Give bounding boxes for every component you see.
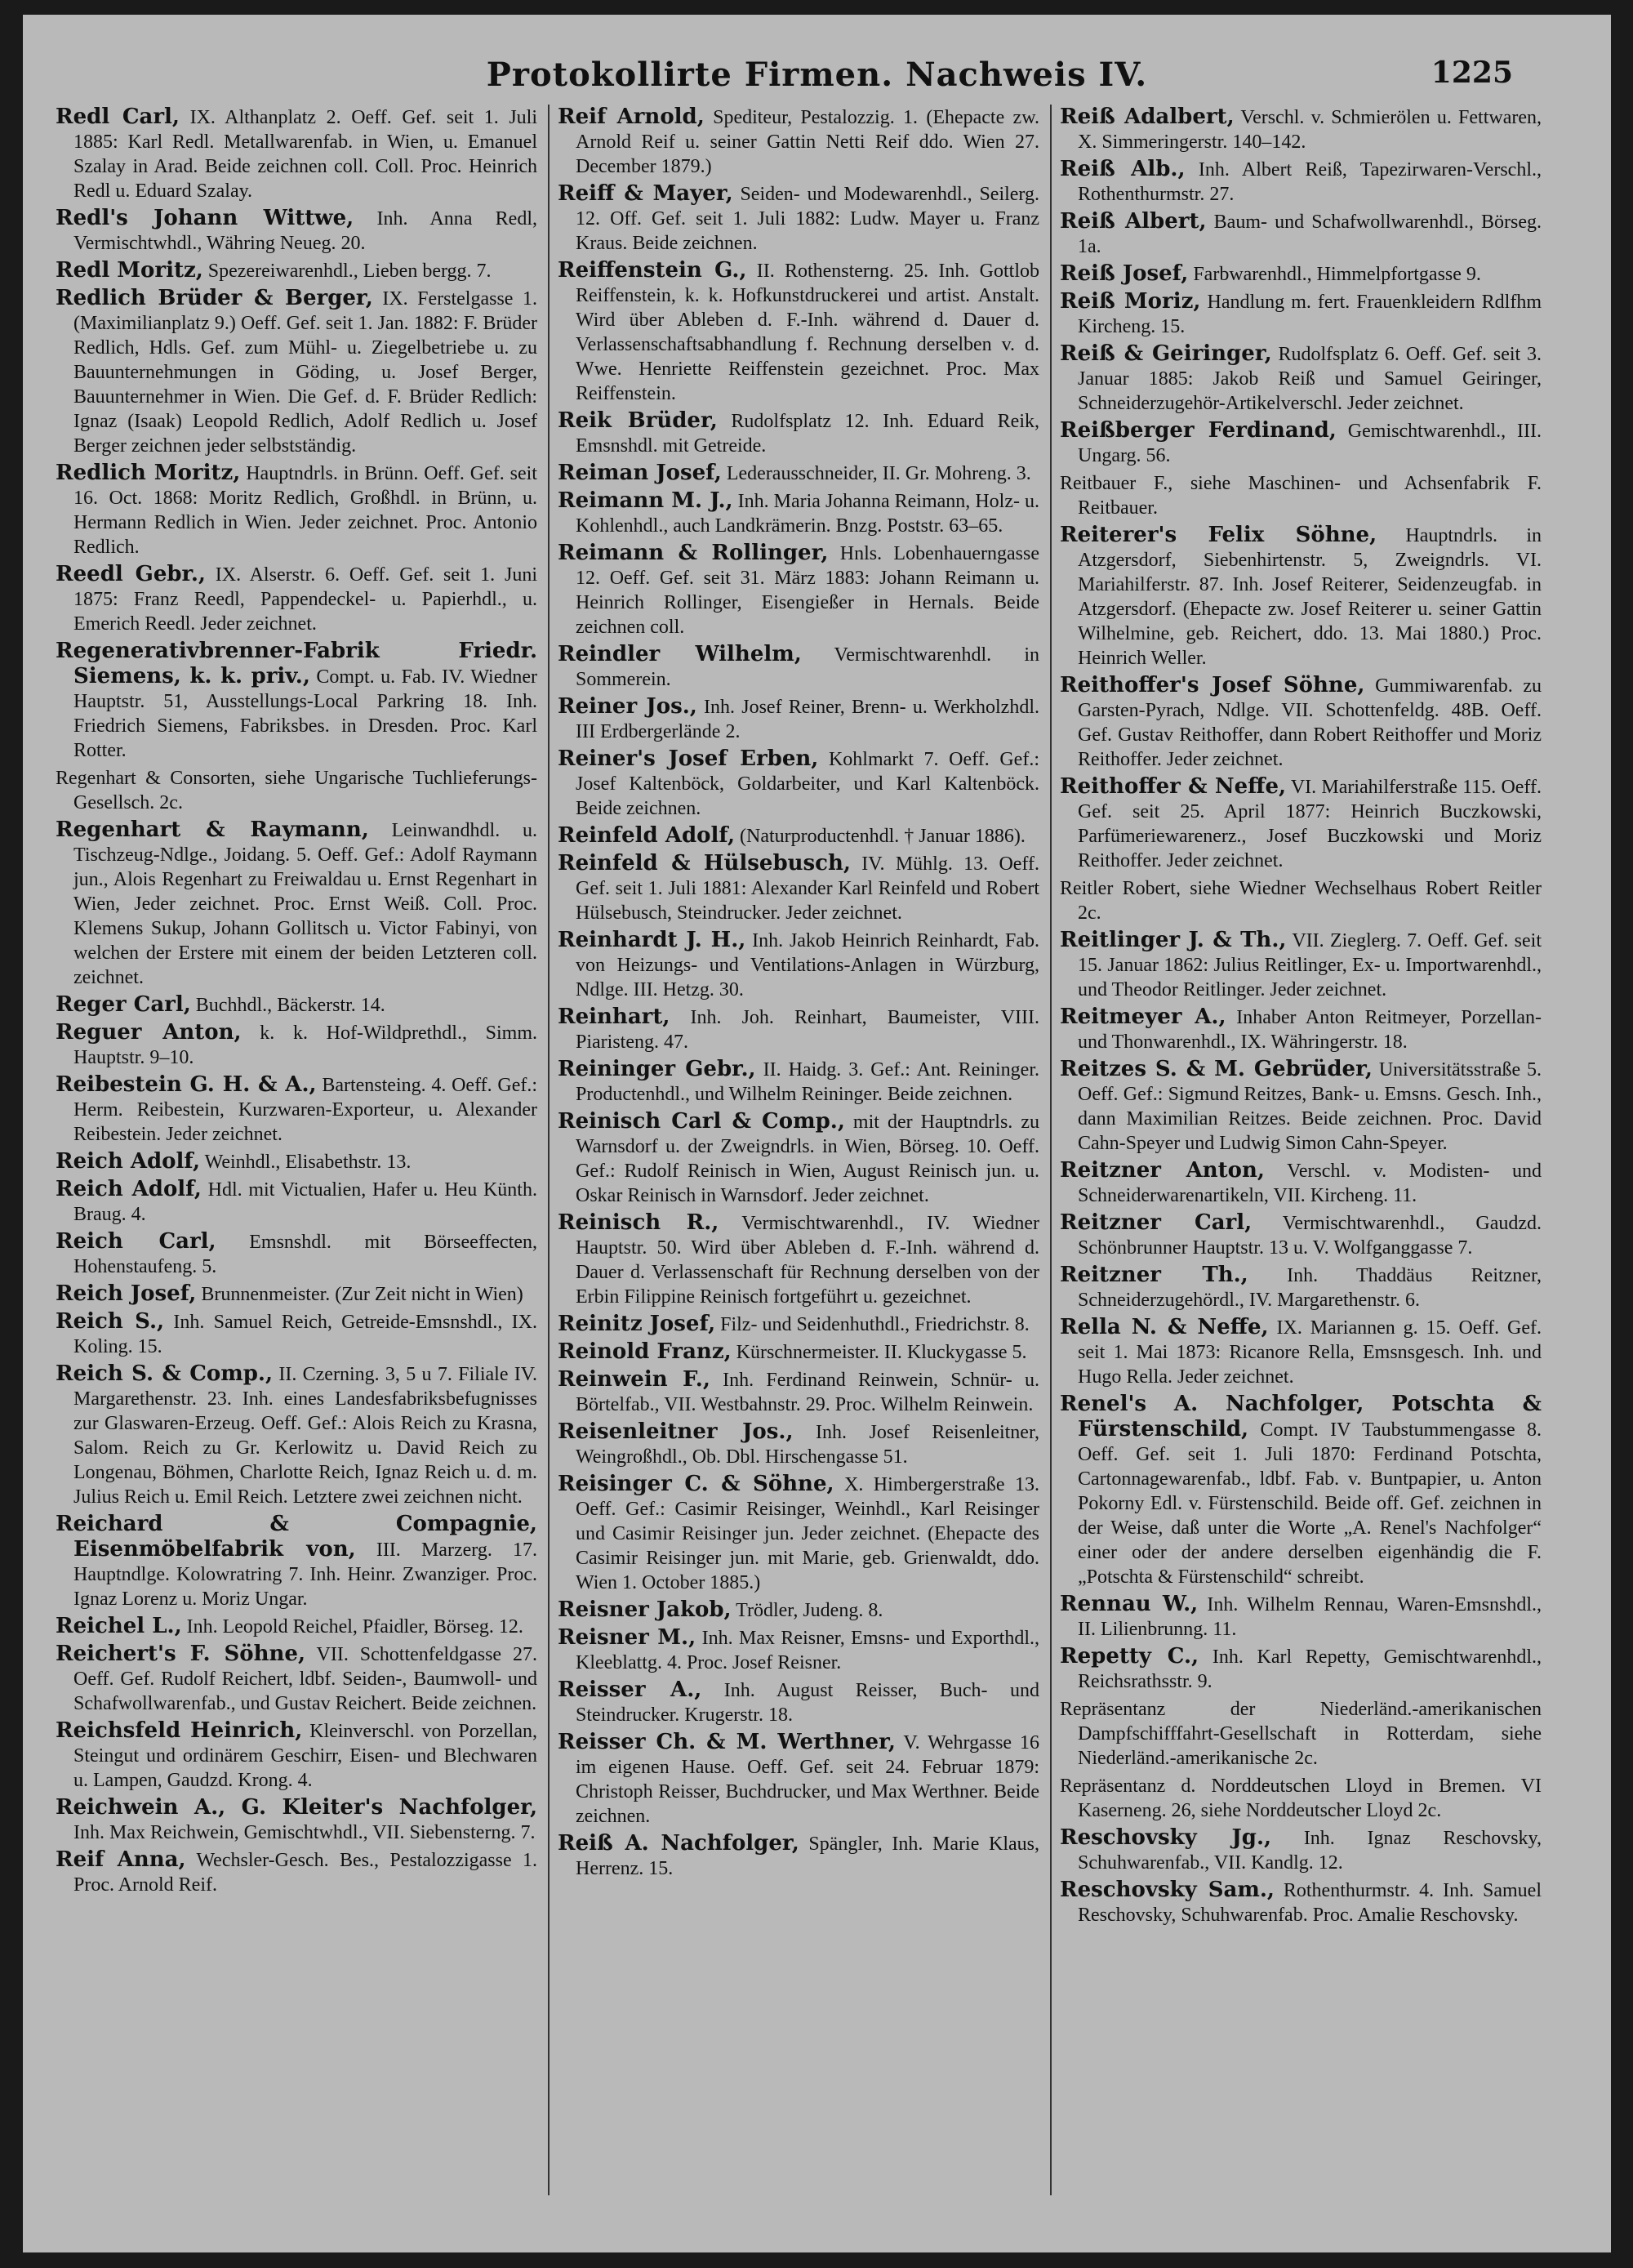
firm-name: Reisinger C. & Söhne, [558, 1472, 834, 1496]
firm-name: Reisenleitner Jos., [558, 1419, 794, 1444]
firm-name: Reithoffer's Josef Söhne, [1060, 673, 1365, 697]
directory-entry [56, 1847, 537, 1897]
directory-entry [1060, 105, 1542, 154]
firm-details: Inh. Ferdinand Reinwein, Schnür- u. Börtelfab., VII. Westbahnstr. 29. Proc. Wilhelm Reinwein. [576, 1370, 1039, 1415]
firm-details: Gemischtwarenhdl., III. Ungarg. 56. [1078, 421, 1542, 466]
firm-name: Reibestein G. H. & A., [56, 1072, 317, 1097]
directory-entry [1060, 418, 1542, 468]
firm-details: Compt. u. Fab. IV. Wiedner Hauptstr. 51, Ausstellungs-Local Parkring 18. Inh. Friedrich Siemens, Fabriksbes. in Dresden. Proc. Karl Rotter. [73, 666, 537, 761]
directory-entry [558, 851, 1039, 925]
firm-details: Spediteur, Pestalozzig. 1. (Ehepacte zw. Arnold Reif u. seiner Gattin Netti Reif ddo. Wien 27. December 1879.) [576, 107, 1039, 177]
firm-name: Redl Carl, [56, 105, 180, 129]
firm-name: Reiterer's Felix Söhne, [1060, 523, 1377, 547]
firm-details: Inh. Thaddäus Reitzner, Schneiderzugehördl., IV. Margarethenstr. 6. [1078, 1265, 1542, 1311]
firm-details: Wechsler-Gesch. Bes., Pestalozzigasse 1. Proc. Arnold Reif. [73, 1850, 538, 1896]
firm-name: Reiff & Mayer, [558, 181, 733, 206]
directory-entry [56, 1718, 537, 1793]
firm-name: Reichert's F. Söhne, [56, 1642, 306, 1666]
firm-name: Regenhart & Raymann, [56, 818, 369, 842]
firm-details: Lederausschneider, II. Gr. Mohreng. 3. [721, 463, 1031, 484]
directory-entry [56, 1149, 537, 1174]
directory-entry [56, 206, 537, 256]
directory-entry [56, 765, 537, 815]
firm-name: Rennau W., [1060, 1592, 1199, 1616]
firm-details: Hauptndrls. in Brünn. Oeff. Gef. seit 16. Oct. 1868: Moritz Redlich, Großhdl. in Brünn, u. Hermann Redlich in Wien. Jeder zeichnet. Proc. Antonio Redlich. [73, 463, 537, 558]
firm-name: Reschovsky Jg., [1060, 1825, 1272, 1850]
firm-name: Reiffenstein G., [558, 258, 747, 283]
directory-entry [558, 541, 1039, 639]
firm-details: Universitätsstraße 5. Oeff. Gef.: Sigmund Reitzes, Bank- u. Emsns. Gesch. Inh., dann Maximilian Reitzes. Beide zeichnen. Proc. David Cahn-Speyer und Ludwig Simon Cahn-Speyer. [1078, 1059, 1542, 1154]
firm-details: Hnls. Lobenhauerngasse 12. Oeff. Gef. seit 31. März 1883: Johann Reimann u. Heinrich Rollinger, Eisengießer in Hernals. Beide zeichnen coll. [576, 543, 1039, 638]
directory-entry [558, 1109, 1039, 1208]
firm-name: Reger Carl, [56, 992, 191, 1017]
firm-name: Reiman Josef, [558, 461, 722, 485]
directory-entry [1060, 1825, 1542, 1875]
firm-details: Inh. Joh. Reinhart, Baumeister, VIII. Piaristeng. 47. [576, 1007, 1039, 1053]
directory-entry [56, 1361, 537, 1509]
firm-name: Reich Josef, [56, 1281, 197, 1306]
firm-name: Renel's A. Nachfolger, Potschta & Fürstenschild, [1060, 1392, 1542, 1441]
firm-details: Inh. Jakob Heinrich Reinhardt, Fab. von Heizungs- und Ventilations-Anlagen in Würzburg, Ndlge. III. Hetzg. 30. [576, 930, 1039, 1000]
directory-entry [558, 928, 1039, 1002]
firm-details: Inh. Albert Reiß, Tapezirwaren-Verschl., Rothenthurmstr. 27. [1078, 159, 1542, 205]
firm-details: Inh. Maria Johanna Reimann, Holz- u. Kohlenhdl., auch Landkrämerin. Bnzg. Poststr. 63–65. [576, 491, 1039, 537]
firm-details: IV. Mühlg. 13. Oeff. Gef. seit 1. Juli 1881: Alexander Karl Reinfeld und Robert Hülsebusch, Steindrucker. Jeder zeichnet. [576, 853, 1039, 924]
firm-details: Weinhdl., Elisabethstr. 13. [200, 1152, 412, 1173]
directory-entry [56, 258, 537, 283]
firm-name: Reiß Alb., [1060, 157, 1186, 181]
directory-entry [558, 1210, 1039, 1309]
firm-name: Reiß Moriz, [1060, 289, 1201, 314]
firm-name: Reisner Jakob, [558, 1597, 732, 1622]
directory-entry [1060, 774, 1542, 873]
firm-name: Reinfeld Adolf, [558, 823, 736, 848]
firm-details: IX. Althanplatz 2. Oeff. Gef. seit 1. Juli 1885: Karl Redl. Metallwarenfab. in Wien, u. Emanuel Szalay in Arad. Beide zeichnen coll. Coll. Proc. Heinrich Redl u. Eduard Szalay. [73, 107, 537, 202]
directory-entry [56, 105, 537, 203]
firm-details: Inh. August Reisser, Buch- und Steindrucker. Krugerstr. 18. [576, 1680, 1039, 1726]
firm-details: Reitbauer F., siehe Maschinen- und Achsenfabrik F. Reitbauer. [1060, 473, 1542, 519]
firm-name: Redl's Johann Wittwe, [56, 206, 354, 230]
directory-entry [558, 1831, 1039, 1881]
firm-details: Inh. Samuel Reich, Getreide-Emsnshdl., IX. Koling. 15. [73, 1312, 537, 1357]
firm-name: Reitzner Anton, [1060, 1158, 1265, 1183]
firm-details: Buchhdl., Bäckerstr. 14. [190, 995, 385, 1016]
firm-details: Verschl. v. Schmierölen u. Fettwaren, X. Simmeringerstr. 140–142. [1078, 107, 1542, 153]
directory-entry [558, 1625, 1039, 1675]
directory-entry [558, 1312, 1039, 1337]
firm-name: Reinhardt J. H., [558, 928, 746, 952]
firm-name: Reik Brüder, [558, 408, 718, 433]
firm-name: Reiß Josef, [1060, 261, 1189, 286]
directory-entry [558, 181, 1039, 256]
firm-details: Regenhart & Consorten, siehe Ungarische Tuchlieferungs-Gesellsch. 2c. [56, 768, 537, 813]
firm-details: Inh. Max Reisner, Emsns- und Exporthdl., Kleeblattg. 4. Proc. Josef Reisner. [576, 1628, 1040, 1673]
directory-entry [1060, 876, 1542, 925]
directory-entry [56, 992, 537, 1018]
firm-details: IX. Ferstelgasse 1. (Maximilianplatz 9.) Oeff. Gef. seit 1. Jan. 1882: F. Brüder Redlich, Hdls. Gef. zum Mühl- u. Ziegelbetriebe u. zu Bauunternehmungen in Göding, u. Josef Berger, Bauunternehmer in Wien. Die Gef. d. F. Brüder Redlich: Ignaz (Isaak) Leopold Redlich, Adolf Redlich u. Josef Berger zeichnen jeder selbstständig. [73, 288, 537, 457]
firm-details: Inh. Wilhelm Rennau, Waren-Emsnshdl., II. Lilienbrunng. 11. [1078, 1594, 1542, 1640]
firm-details: VI. Mariahilferstraße 115. Oeff. Gef. seit 25. April 1877: Heinrich Buczkowski, Parfümeriewarenerz., Josef Buczkowski und Moriz Reithoffer. Jeder zeichnet. [1078, 777, 1542, 871]
firm-name: Reichsfeld Heinrich, [56, 1718, 303, 1743]
firm-details: Hdl. mit Victualien, Hafer u. Heu Künth. Braug. 4. [73, 1179, 537, 1225]
directory-entry [558, 461, 1039, 486]
firm-name: Regenerativbrenner-Fabrik Friedr. Siemens, k. k. priv., [56, 639, 537, 688]
firm-name: Reguer Anton, [56, 1020, 242, 1045]
firm-name: Reitlinger J. & Th., [1060, 928, 1287, 952]
firm-name: Redlich Moritz, [56, 461, 241, 485]
firm-details: Farbwarenhdl., Himmelpfortgasse 9. [1188, 264, 1481, 285]
firm-name: Reitzes S. & M. Gebrüder, [1060, 1057, 1373, 1081]
firm-name: Reinhart, [558, 1005, 670, 1029]
directory-entry [558, 258, 1039, 406]
directory-entry [558, 1005, 1039, 1054]
page-title: Protokollirte Firmen. Nachweis IV. [486, 56, 1148, 94]
firm-name: Reich S. & Comp., [56, 1361, 274, 1386]
directory-entry [56, 639, 537, 763]
firm-details: Rudolfsplatz 12. Inh. Eduard Reik, Emsnshdl. mit Getreide. [576, 411, 1039, 457]
directory-entry [1060, 209, 1542, 259]
firm-name: Reimann M. J., [558, 488, 733, 513]
firm-details: Hauptndrls. in Atzgersdorf, Siebenhirtenstr. 5, Zweigndrls. VI. Mariahilferstr. 87. Inh. Josef Reiterer, Seidenzeugfab. in Atzgersdorf. (Ehepacte zw. Josef Reiterer u. seiner Gattin Wilhelmine, geb. Reichert, ddo. 13. Mai 1880.) Proc. Heinrich Weller. [1078, 525, 1542, 669]
column-divider [548, 105, 550, 2195]
column-3 [1060, 105, 1542, 1930]
firm-name: Reinfeld & Hülsebusch, [558, 851, 851, 876]
firm-details: Repräsentanz d. Norddeutschen Lloyd in Bremen. VI Kaserneng. 26, siehe Norddeutscher Lloyd 2c. [1060, 1776, 1542, 1821]
directory-entry [1060, 1696, 1542, 1771]
firm-name: Reinold Franz, [558, 1339, 732, 1364]
directory-entry [1060, 1315, 1542, 1389]
firm-name: Reitzner Carl, [1060, 1210, 1253, 1235]
directory-entry [1060, 1158, 1542, 1208]
firm-details: Reitler Robert, siehe Wiedner Wechselhaus Robert Reitler 2c. [1060, 878, 1542, 924]
directory-entry [1060, 1057, 1542, 1156]
directory-entry [1060, 1878, 1542, 1927]
directory-entry [558, 488, 1039, 538]
directory-page [23, 15, 1611, 2252]
firm-details: Vermischtwarenhdl. in Sommerein. [576, 644, 1039, 690]
directory-entry [56, 461, 537, 559]
firm-name: Repetty C., [1060, 1644, 1199, 1669]
directory-entry [558, 1367, 1039, 1417]
firm-details: II. Czerning. 3, 5 u 7. Filiale IV. Margarethenstr. 23. Inh. eines Landesfabriksbefugnisses zur Glaswaren-Erzeug. Oeff. Gef.: Alois Reich zu Krasna, Salom. Reich zu Gr. Kerlowitz u. David Reich zu Longenau, Böhmen, Charlotte Reich, Ignaz Reich u. d. m. Julius Reich u. Emil Reich. Letztere zwei zeichnen nicht. [73, 1364, 538, 1508]
firm-name: Redl Moritz, [56, 258, 203, 283]
firm-name: Reitmeyer A., [1060, 1005, 1226, 1029]
firm-details: Kürschnermeister. II. Kluckygasse 5. [731, 1342, 1027, 1363]
firm-details: Repräsentanz der Niederländ.-amerikanischen Dampfschifffahrt-Gesellschaft in Rotterdam, siehe Niederländ.-amerikanische 2c. [1060, 1699, 1542, 1769]
firm-details: Compt. IV Taubstummengasse 8. Oeff. Gef. seit 1. Juli 1870: Ferdinand Potschta, Cartonnagewarenfab., ldbf. Fab. v. Buntpapier, u. Anton Pokorny Edl. v. Fürstenschild. Beide off. Gef. zeichnen in der Weise, daß unter die Worte „A. Renel's Nachfolger“ einer oder der andere derselben eigenhändig die F. „Potschta & Fürstenschild“ schreibt. [1078, 1419, 1542, 1588]
directory-entry [558, 1597, 1039, 1623]
firm-name: Reichard & Compagnie, Eisenmöbelfabrik von, [56, 1512, 537, 1562]
directory-entry [1060, 1592, 1542, 1642]
directory-entry [1060, 1392, 1542, 1589]
firm-name: Reisser Ch. & M. Werthner, [558, 1730, 896, 1754]
directory-entry [1060, 470, 1542, 520]
firm-details: Rudolfsplatz 6. Oeff. Gef. seit 3. Januar 1885: Jakob Reiß und Samuel Geiringer, Schneiderzugehör-Artikelverschl. Jeder zeichnet. [1078, 344, 1542, 414]
directory-entry [56, 562, 537, 636]
firm-name: Reinisch Carl & Comp., [558, 1109, 845, 1134]
directory-entry [558, 105, 1039, 179]
firm-name: Reedl Gebr., [56, 562, 206, 586]
firm-details: Kohlmarkt 7. Oeff. Gef.: Josef Kaltenböck, Goldarbeiter, und Karl Kaltenböck. Beide zeichnen. [576, 749, 1039, 819]
column-divider [1050, 105, 1052, 2195]
firm-details: (Naturproductenhdl. † Januar 1886). [735, 826, 1026, 847]
firm-name: Rella N. & Neffe, [1060, 1315, 1269, 1339]
firm-details: Spängler, Inh. Marie Klaus, Herrenz. 15. [576, 1834, 1039, 1879]
directory-entry [558, 642, 1039, 692]
column-1 [56, 105, 537, 1900]
firm-name: Reimann & Rollinger, [558, 541, 829, 565]
firm-details: II. Haidg. 3. Gef.: Ant. Reininger. Productenhdl., und Wilhelm Reininger. Beide zeichnen. [576, 1059, 1039, 1105]
firm-details: V. Wehrgasse 16 im eigenen Hause. Oeff. Gef. seit 24. Februar 1879: Christoph Reisser, Buchdrucker, und Max Werthner. Beide zeichnen. [576, 1732, 1039, 1827]
directory-entry [1060, 523, 1542, 671]
firm-details: Gummiwarenfab. zu Garsten-Pyrach, Ndlge. VII. Schottenfeldg. 48B. Oeff. Gef. Gustav Reithoffer, dann Robert Reithoffer und Moriz Reithoffer. Jeder zeichnet. [1078, 675, 1542, 770]
firm-details: III. Marzerg. 17. Hauptndlge. Kolowratring 7. Inh. Heinr. Zwanziger. Proc. Ignaz Lorenz u. Moriz Ungar. [73, 1539, 537, 1610]
directory-entry [1060, 1644, 1542, 1694]
firm-details: IX. Mariannen g. 15. Oeff. Gef. seit 1. Mai 1873: Ricanore Rella, Emsnsgesch. Inh. und Hugo Rella. Jeder zeichnet. [1078, 1317, 1542, 1388]
firm-details: Kleinverschl. von Porzellan, Steingut und ordinärem Geschirr, Eisen- und Blechwaren u. Lampen, Gaudzd. Krong. 4. [73, 1721, 537, 1791]
firm-details: Inhaber Anton Reitmeyer, Porzellan- und Thonwarenhdl., IX. Währingerstr. 18. [1078, 1007, 1542, 1053]
directory-entry [56, 818, 537, 990]
firm-name: Reich S., [56, 1309, 165, 1334]
firm-name: Reiß Albert, [1060, 209, 1207, 234]
firm-details: Seiden- und Modewarenhdl., Seilerg. 12. Off. Gef. seit 1. Juli 1882: Ludw. Mayer u. Franz Kraus. Beide zeichnen. [576, 184, 1039, 254]
directory-entry [558, 1678, 1039, 1727]
directory-entry [56, 1642, 537, 1716]
firm-details: Rothenthurmstr. 4. Inh. Samuel Reschovsky, Schuhwarenfab. Proc. Amalie Reschovsky. [1078, 1880, 1542, 1926]
firm-details: Inh. Karl Repetty, Gemischtwarenhdl., Reichsrathsstr. 9. [1078, 1646, 1542, 1692]
firm-details: II. Rothensterng. 25. Inh. Gottlob Reiffenstein, k. k. Hofkunstdruckerei und artist. Anstalt. Wird über Ableben d. F.-Inh. während d. Dauer d. Verlassenschaftsabhandlung f. Rechnung derselben v. d. Wwe. Henriette Reiffenstein gezeichnet. Proc. Max Reiffenstein. [576, 261, 1039, 404]
directory-entry [558, 1057, 1039, 1107]
directory-entry [558, 1419, 1039, 1469]
firm-name: Reininger Gebr., [558, 1057, 756, 1081]
firm-name: Reich Adolf, [56, 1149, 201, 1174]
firm-name: Reichwein A., G. Kleiter's Nachfolger, [56, 1795, 537, 1820]
firm-details: k. k. Hof-Wildprethdl., Simm. Hauptstr. 9–10. [73, 1023, 537, 1068]
firm-name: Reitzner Th., [1060, 1263, 1248, 1287]
firm-details: Emsnshdl. mit Börseeffecten, Hohenstaufeng. 5. [73, 1232, 537, 1277]
firm-details: Trödler, Judeng. 8. [731, 1600, 883, 1621]
firm-details: Inh. Max Reichwein, Gemischtwhdl., VII. Siebensterng. 7. [73, 1822, 536, 1843]
firm-details: Vermischtwarenhdl., Gaudzd. Schönbrunner Hauptstr. 13 u. V. Wolfganggasse 7. [1078, 1213, 1542, 1259]
firm-name: Reich Carl, [56, 1229, 216, 1254]
directory-entry [56, 1795, 537, 1845]
firm-name: Redlich Brüder & Berger, [56, 286, 373, 310]
firm-details: IX. Alserstr. 6. Oeff. Gef. seit 1. Juni 1875: Franz Reedl, Pappendeckel- u. Papierhdl., u. Emerich Reedl. Jeder zeichnet. [73, 564, 538, 635]
firm-details: Baum- und Schafwollwarenhdl., Börseg. 1a. [1078, 212, 1542, 257]
firm-name: Reiß & Geiringer, [1060, 341, 1272, 366]
directory-entry [1060, 928, 1542, 1002]
firm-details: Brunnenmeister. (Zur Zeit nicht in Wien) [196, 1284, 523, 1305]
firm-name: Reinisch R., [558, 1210, 719, 1235]
directory-entry [558, 408, 1039, 458]
directory-entry [1060, 1773, 1542, 1823]
firm-details: Verschl. v. Modisten- und Schneiderwarenartikeln, VII. Kircheng. 11. [1078, 1161, 1542, 1206]
directory-entry [56, 1177, 537, 1227]
directory-entry [56, 1309, 537, 1359]
firm-details: Inh. Anna Redl, Vermischtwhdl., Währing Neueg. 20. [73, 208, 537, 254]
directory-entry [1060, 1263, 1542, 1312]
firm-name: Reithoffer & Neffe, [1060, 774, 1287, 799]
directory-entry [1060, 1005, 1542, 1054]
firm-details: Spezereiwarenhdl., Lieben bergg. 7. [202, 261, 492, 282]
directory-entry [558, 746, 1039, 821]
directory-entry [1060, 1210, 1542, 1260]
directory-entry [558, 694, 1039, 744]
directory-entry [56, 1512, 537, 1611]
directory-entry [56, 1614, 537, 1639]
firm-name: Reinwein F., [558, 1367, 710, 1392]
firm-details: Leinwandhdl. u. Tischzeug-Ndlge., Joidang. 5. Oeff. Gef.: Adolf Raymann jun., Alois Regenhart zu Freiwaldau u. Ernst Regenhart in Wien, Jeder zeichnet. Proc. Ernst Weiß. Coll. Proc. Klemens Sukup, Johann Gollitsch u. Victor Fabinyi, von welchen der Erstere mit einem der beiden Letzteren coll. zeichnet. [73, 820, 537, 988]
directory-entry [558, 1339, 1039, 1365]
directory-entry [56, 1229, 537, 1279]
firm-details: Inh. Josef Reisenleitner, Weingroßhdl., Ob. Dbl. Hirschengasse 51. [576, 1422, 1039, 1468]
firm-details: Bartensteing. 4. Oeff. Gef.: Herm. Reibestein, Kurzwaren-Exporteur, u. Alexander Reibestein. Jeder zeichnet. [73, 1075, 538, 1145]
directory-entry [1060, 341, 1542, 416]
firm-details: Inh. Leopold Reichel, Pfaidler, Börseg. 12. [181, 1616, 523, 1638]
firm-name: Reichel L., [56, 1614, 182, 1638]
directory-entry [56, 1281, 537, 1307]
firm-details: VII. Schottenfeldgasse 27. Oeff. Gef. Rudolf Reichert, ldbf. Seiden-, Baumwoll- und Schafwollwarenfab., und Gustav Reichert. Beide zeichnen. [73, 1644, 537, 1714]
firm-name: Reindler Wilhelm, [558, 642, 802, 666]
directory-entry [558, 1472, 1039, 1595]
directory-entry [56, 1072, 537, 1147]
running-head [23, 56, 1611, 105]
directory-entry [1060, 673, 1542, 772]
firm-name: Reich Adolf, [56, 1177, 202, 1201]
firm-details: Handlung m. fert. Frauenkleidern Rdlfhm Kircheng. 15. [1078, 292, 1542, 337]
column-2 [558, 105, 1039, 1883]
directory-entry [56, 286, 537, 458]
directory-entry [1060, 157, 1542, 207]
firm-name: Reißberger Ferdinand, [1060, 418, 1337, 443]
firm-details: VII. Zieglerg. 7. Oeff. Gef. seit 15. Januar 1862: Julius Reitlinger, Ex- u. Importwarenhdl., und Theodor Reitlinger. Jeder zeichnet. [1078, 930, 1542, 1000]
firm-name: Reiß A. Nachfolger, [558, 1831, 799, 1856]
firm-details: Inh. Ignaz Reschovsky, Schuhwarenfab., VII. Kandlg. 12. [1078, 1828, 1542, 1874]
firm-details: mit der Hauptndrls. zu Warnsdorf u. der Zweigndrls. in Wien, Börseg. 10. Oeff. Gef.: Rudolf Reinisch in Wien, August Reinisch jun. u. Oskar Reinisch in Warnsdorf. Jeder zeichnet. [576, 1112, 1039, 1206]
directory-entry [56, 1020, 537, 1070]
firm-name: Reiner Jos., [558, 694, 697, 719]
firm-name: Reif Anna, [56, 1847, 186, 1872]
firm-name: Reiß Adalbert, [1060, 105, 1235, 129]
directory-entry [1060, 289, 1542, 339]
directory-entry [558, 823, 1039, 849]
page-number: 1225 [1431, 56, 1513, 90]
firm-name: Reinitz Josef, [558, 1312, 716, 1336]
firm-name: Reif Arnold, [558, 105, 705, 129]
directory-entry [558, 1730, 1039, 1829]
firm-details: Vermischtwarenhdl., IV. Wiedner Hauptstr. 50. Wird über Ableben d. F.-Inh. während d. Dauer d. Verlassenschaft für Rechnung derselben von der Erbin Filippine Reinisch fortgeführt u. gezeichnet. [576, 1213, 1039, 1308]
firm-name: Reiner's Josef Erben, [558, 746, 819, 771]
directory-entry [1060, 261, 1542, 287]
firm-details: X. Himbergerstraße 13. Oeff. Gef.: Casimir Reisinger, Weinhdl., Karl Reisinger und Casimir Reisinger jun. Jeder zeichnet. (Ehepacte des Casimir Reisinger jun. mit Marie, geb. Grienwaldt, ddo. Wien 1. October 1885.) [576, 1474, 1039, 1593]
firm-name: Reschovsky Sam., [1060, 1878, 1275, 1902]
firm-name: Reisser A., [558, 1678, 702, 1702]
firm-details: Inh. Josef Reiner, Brenn- u. Werkholzhdl. III Erdbergerlände 2. [576, 697, 1040, 742]
firm-name: Reisner M., [558, 1625, 696, 1650]
firm-details: Filz- und Seidenhuthdl., Friedrichstr. 8. [715, 1314, 1030, 1335]
